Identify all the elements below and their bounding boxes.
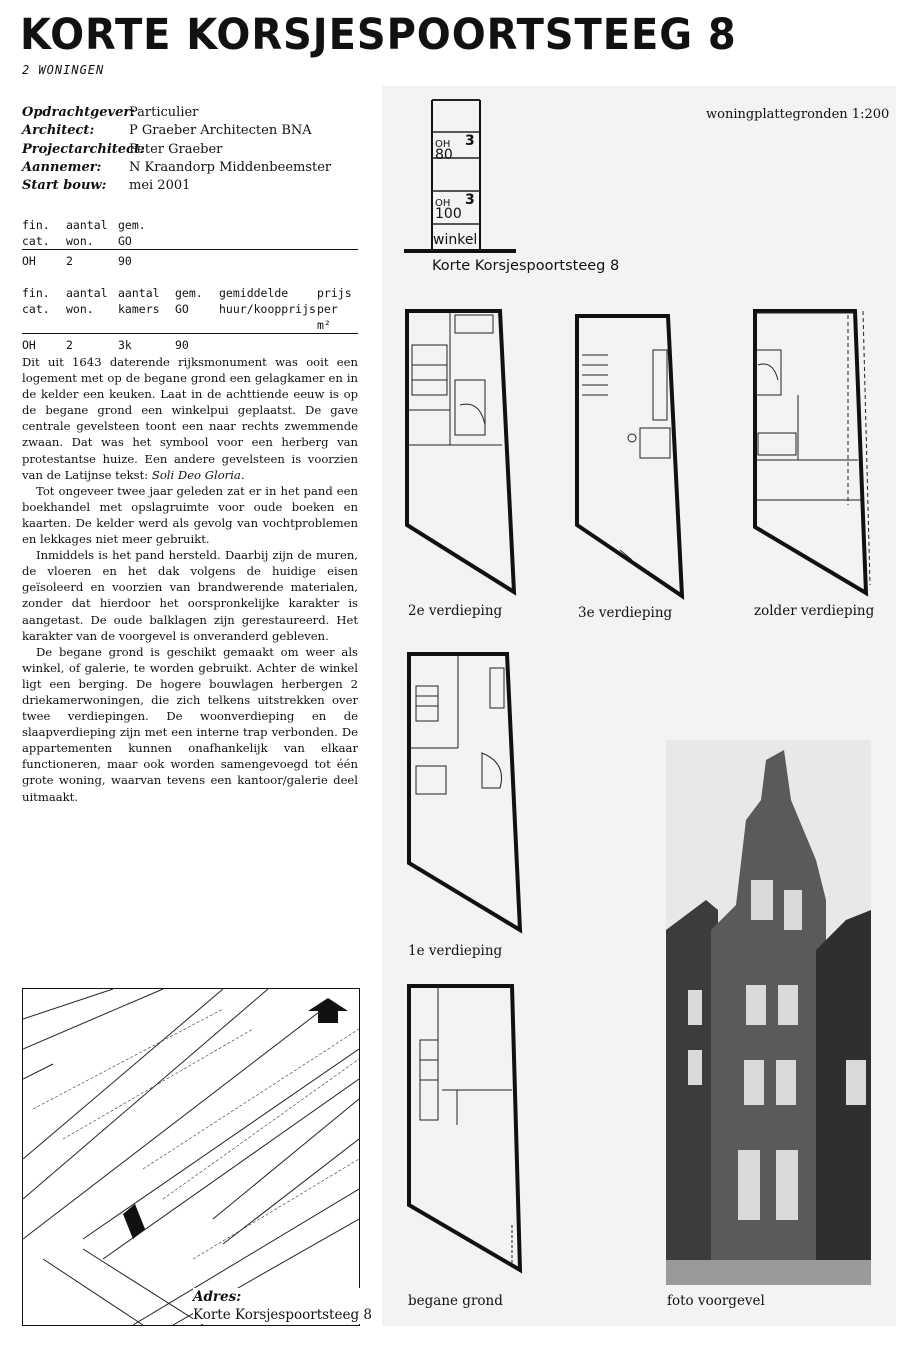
credit-row: [22, 159, 331, 177]
credit-row: [22, 177, 331, 195]
stats-table-2: fin. cat. aantal won. aantal kamers gem. GO gemiddelde huur/koopprijs prijs per m² OH 2 3k 90: [22, 285, 358, 353]
section-label: OH: [435, 139, 451, 150]
credit-label: Start bouw:: [22, 178, 107, 194]
table-cell: OH: [22, 338, 36, 352]
address-value: Korte Korsjespoortsteeg 8: [193, 1307, 372, 1323]
address-label: Adres:: [193, 1289, 242, 1305]
credit-value: N Kraandorp Middenbeemster: [129, 159, 332, 175]
table-cell: 90: [118, 254, 132, 268]
plan-caption: begane grond: [408, 1293, 503, 1309]
credit-row: [22, 141, 331, 159]
floor-plan-zolder: [748, 305, 873, 595]
plan-caption: 2e verdieping: [408, 603, 503, 619]
credit-value: mei 2001: [129, 178, 191, 194]
table-cell: [219, 334, 317, 354]
section-label: 100: [435, 206, 462, 222]
floor-plan-3e: [570, 310, 690, 600]
paragraph: Tot ongeveer twee jaar geleden zat er in het pand een boekhandel met opslagruimte voor oude boeken en kaarten. De kelder werd als gevolg van vochtproblemen en lekkages niet meer gebruikt.: [22, 483, 358, 547]
plan-caption: 3e verdieping: [578, 605, 673, 621]
address: [193, 1288, 376, 1324]
credit-value: Particulier: [129, 105, 199, 120]
section-caption: Korte Korsjespoortsteeg 8: [432, 258, 620, 274]
credit-value: P Graeber Architecten BNA: [129, 123, 312, 139]
page-title: KORTE KORSJESPOORTSTEEG 8: [20, 10, 737, 60]
floor-plan-begane-grond: [402, 980, 527, 1280]
paragraph: Dit uit 1643 daterende rijksmonument was ooit een logement met op de begane grond een gelagkamer en in de kelder een keuken. Laat in de achttiende eeuw is op de begane grond een winkelpui geplaatst. De gave centrale gevelsteen toont een naar rechts zwemmende zwaan. Dat was het symbool voor een herberg van protestantse huize. Een andere gevelsteen is voorzien van de Latijnse tekst: Soli Deo Gloria.: [22, 355, 358, 482]
credit-label: Opdrachtgever:: [22, 105, 135, 120]
plan-caption: zolder verdieping: [754, 603, 875, 619]
site-map: [22, 988, 360, 1326]
credit-label: Projectarchitect:: [22, 141, 145, 157]
paragraph: Inmiddels is het pand hersteld. Daarbij zijn de muren, de vloeren en het dak volgens de huidige eisen geïsoleerd en voorzien van brandwerende materialen, zonder dat hierdoor het oorspronkelijke karakter is aangetast. De oude balklagen zijn gerestaureerd. Het karakter van de voorgevel is onveranderd gebleven.: [22, 548, 358, 643]
credit-row: [22, 122, 331, 140]
page-subtitle: 2 WONINGEN: [22, 63, 105, 77]
floor-plan-2e: [400, 305, 520, 595]
section-label: OH: [435, 198, 451, 209]
credit-value: Peter Graeber: [129, 141, 223, 157]
scale-note: woningplattegronden 1:200: [706, 107, 890, 122]
table-cell: 3k: [118, 338, 132, 352]
floor-plan-1e: [402, 648, 527, 938]
credit-label: Aannemer:: [22, 159, 102, 175]
body-text: [22, 354, 358, 805]
credit-row: [22, 104, 331, 122]
table-cell: 2: [66, 338, 73, 352]
table-cell: [317, 334, 358, 354]
facade-photo: [666, 740, 871, 1285]
stats-table-1: fin. cat. aantal won. gem. GO OH 2 90: [22, 217, 358, 269]
section-label: 3: [465, 192, 475, 208]
credits-list: [22, 104, 331, 195]
plan-caption: foto voorgevel: [667, 1293, 765, 1309]
section-label: 3: [465, 133, 475, 149]
credit-label: Architect:: [22, 123, 95, 139]
table-cell: 2: [66, 254, 73, 268]
plan-caption: 1e verdieping: [408, 943, 503, 959]
table-cell: 90: [175, 338, 189, 352]
table-cell: OH: [22, 254, 36, 268]
section-label: winkel: [433, 232, 478, 248]
paragraph: De begane grond is geschikt gemaakt om weer als winkel, of galerie, te worden gebruikt. Achter de winkel ligt een berging. De hogere bouwlagen herbergen 2 driekamerwoningen, die zich telkens uitstrekken over twee verdiepingen. De woonverdieping en de slaapverdieping zijn met een interne trap verbonden. De appartementen kunnen onafhankelijk van elkaar functioneren, maar ook worden samengevoegd tot één grote woning, waarvan tevens een kantoor/galerie deel uitmaakt.: [22, 644, 358, 804]
section-label: 80: [435, 147, 453, 163]
